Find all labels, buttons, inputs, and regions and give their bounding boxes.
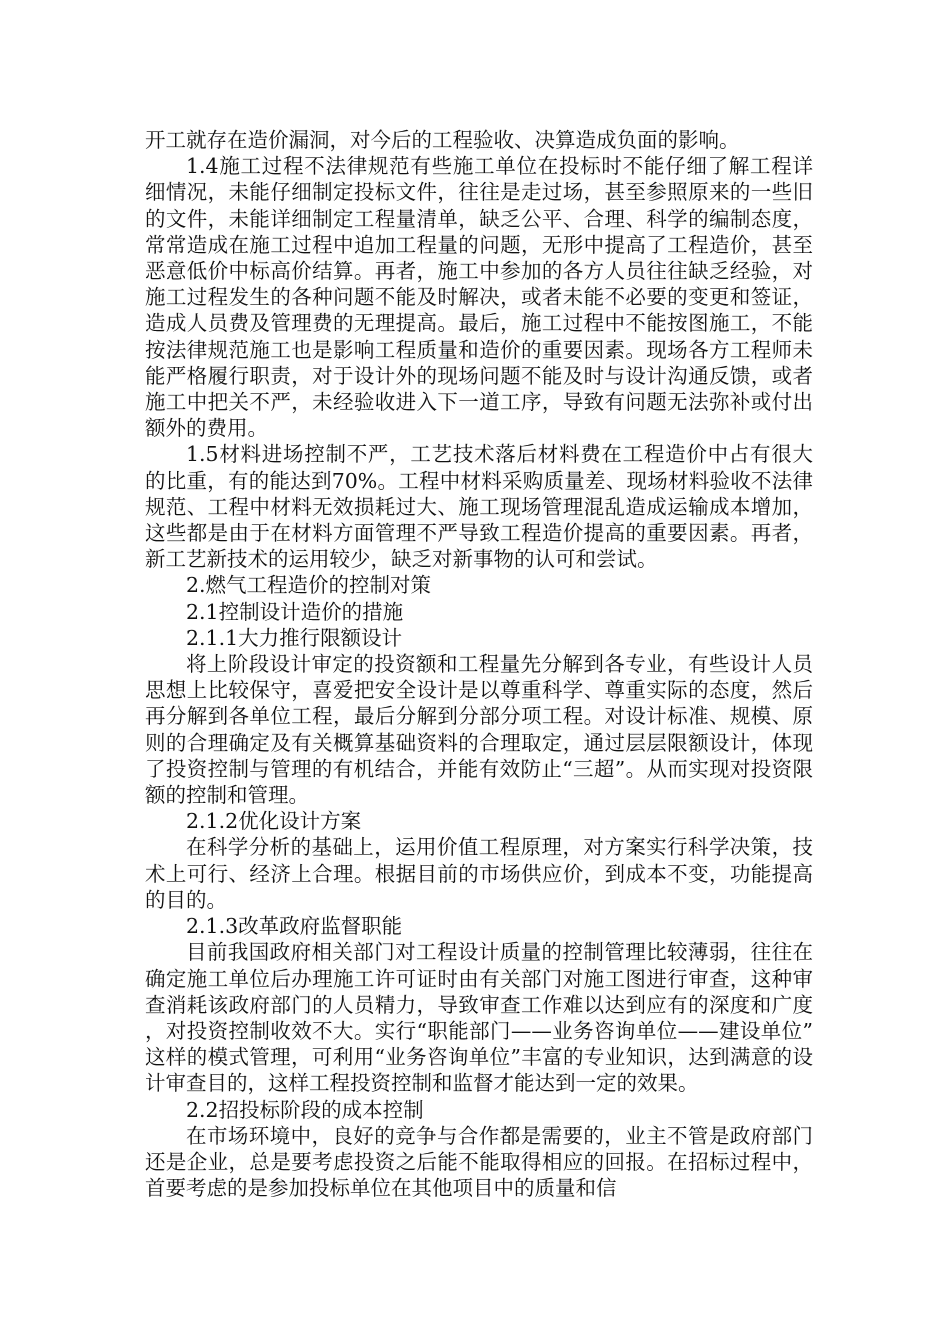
paragraph-optimize-design: 在科学分析的基础上，运用价值工程原理，对方案实行科学决策，技术上可行、经济上合理。根据目前的市场供应价，到成本不变，功能提高的目的。 (145, 835, 813, 912)
paragraph-1-4-construction-process: 1.4施工过程不法律规范有些施工单位在投标时不能仔细了解工程详细情况，未能仔细制定投标文件，往往是走过场，甚至参照原来的一些旧的文件，未能详细制定工程量清单，缺乏公平、合理、科学的编制态度，常常造成在施工过程中追加工程量的问题，无形中提高了工程造价，甚至恶意低价中标高价结算。再者，施工中参加的各方人员往往缺乏经验，对施工过程发生的各种问题不能及时解决，或者未能不必要的变更和签证，造成人员费及管理费的无理提高。最后，施工过程中不能按图施工，不能按法律规范施工也是影响工程质量和造价的重要因素。现场各方工程师未能严格履行职责，对于设计外的现场问题不能及时与设计沟通反馈，或者施工中把关不严，未经验收进入下一道工序，导致有问题无法弥补或付出额外的费用。 (145, 154, 813, 441)
heading-2-2-bidding-cost-control: 2.2招投标阶段的成本控制 (186, 1097, 424, 1122)
heading-2-cost-control-countermeasures: 2.燃气工程造价的控制对策 (186, 573, 432, 598)
paragraph-government-supervision: 目前我国政府相关部门对工程设计质量的控制管理比较薄弱，往往在确定施工单位后办理施工许可证时由有关部门对施工图进行审查，这种审查消耗该政府部门的人员精力，导致审查工作难以达到应有的深度和广度，对投资控制收效不大。实行“职能部门——业务咨询单位——建设单位”这样的模式管理，可利用“业务咨询单位”丰富的专业知识，达到满意的设计审查目的，这样工程投资控制和监督才能达到一定的效果。 (145, 940, 813, 1096)
paragraph-quota-design: 将上阶段设计审定的投资额和工程量先分解到各专业，有些设计人员思想上比较保守，喜爱把安全设计是以尊重科学、尊重实际的态度，然后再分解到各单位工程，最后分解到分部分项工程。对设计标准、规模、原则的合理确定及有关概算基础资料的合理取定，通过层层限额设计，体现了投资控制与管理的有机结合，并能有效防止“三超”。从而实现对投资限额的控制和管理。 (145, 652, 813, 808)
heading-2-1-2-optimize-design: 2.1.2优化设计方案 (186, 809, 362, 834)
paragraph-continued: 开工就存在造价漏洞，对今后的工程验收、决算造成负面的影响。 (145, 128, 740, 152)
document-page (145, 127, 813, 1201)
heading-2-1-3-government-supervision: 2.1.3改革政府监督职能 (186, 914, 403, 939)
paragraph-bidding-cost-control: 在市场环境中，良好的竞争与合作都是需要的，业主不管是政府部门还是企业，总是要考虑投资之后能不能取得相应的回报。在招标过程中，首要考虑的是参加投标单位在其他项目中的质量和信 (145, 1123, 813, 1201)
paragraph-1-5-material-control: 1.5材料进场控制不严，工艺技术落后材料费在工程造价中占有很大的比重，有的能达到70%。工程中材料采购质量差、现场材料验收不法律规范、工程中材料无效损耗过大、施工现场管理混乱造成运输成本增加，这些都是由于在材料方面管理不严导致工程造价提高的重要因素。再者，新工艺新技术的运用较少，缺乏对新事物的认可和尝试。 (145, 442, 813, 572)
heading-2-1-design-cost-measures: 2.1控制设计造价的措施 (186, 599, 404, 624)
heading-2-1-1-quota-design: 2.1.1大力推行限额设计 (186, 625, 403, 650)
